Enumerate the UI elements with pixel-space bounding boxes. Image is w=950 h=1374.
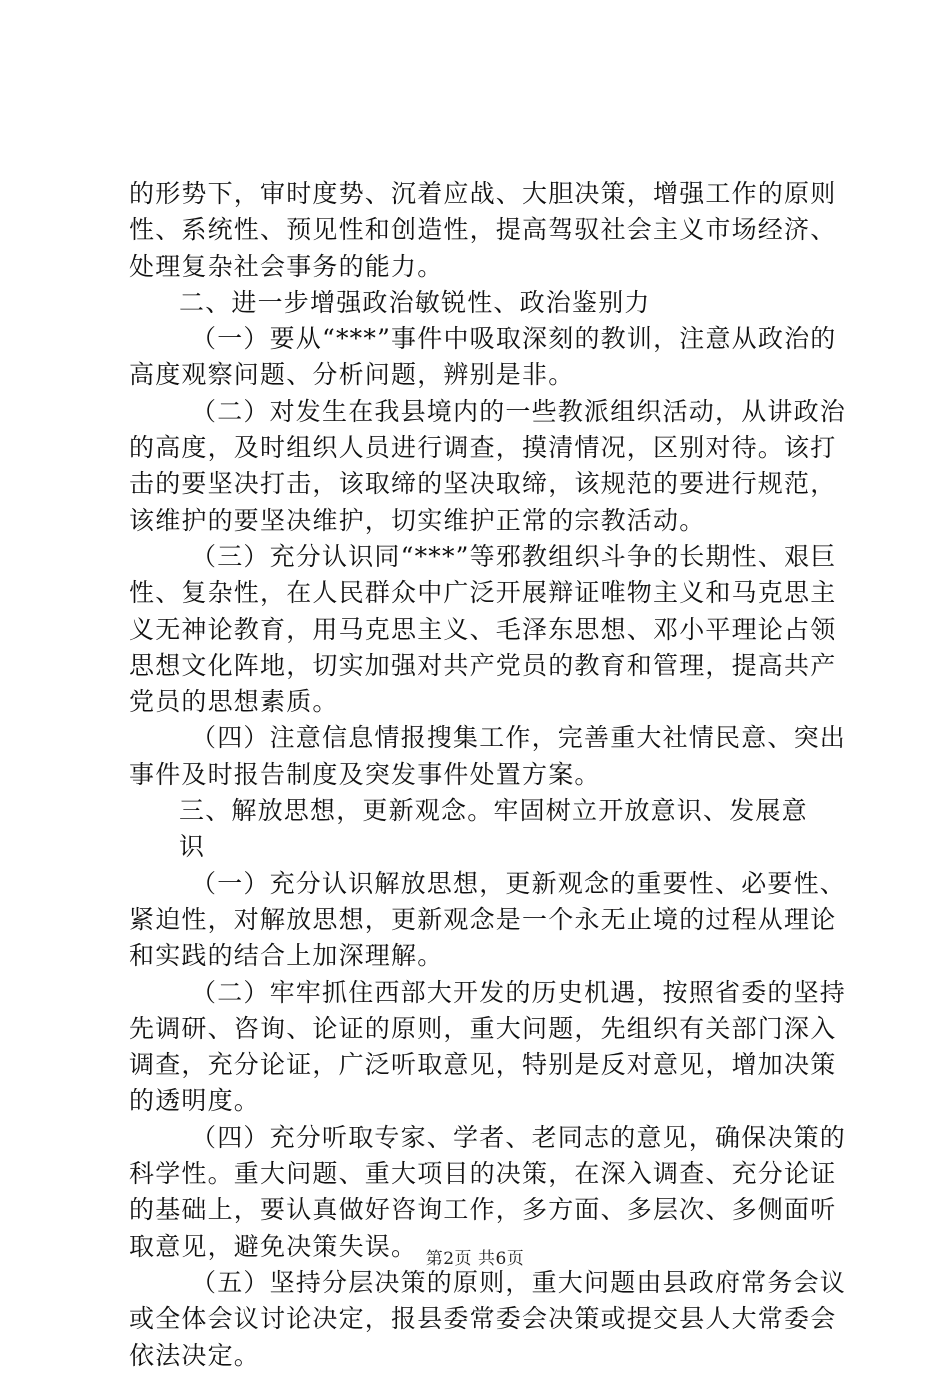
text-line: 的透明度。 xyxy=(129,1086,261,1116)
text-line: （四）充分听取专家、学者、老同志的意见，确保决策的 xyxy=(191,1122,847,1152)
page-number: 第2页 共6页 xyxy=(425,1249,525,1269)
text-line: （二）牢牢抓住西部大开发的历史机遇，按照省委的坚持 xyxy=(191,977,847,1007)
text-line: 科学性。重大问题、重大项目的决策，在深入调查、充分论证 xyxy=(129,1159,837,1189)
text-line: 高度观察问题、分析问题，辨别是非。 xyxy=(129,360,575,390)
text-line: 识 xyxy=(179,832,206,862)
text-line: 取意见，避免决策失误。 xyxy=(129,1231,418,1261)
text-line: 该维护的要坚决维护，切实维护正常的宗教活动。 xyxy=(129,505,706,535)
text-line: 义无神论教育，用马克思主义、毛泽东思想、邓小平理论占领 xyxy=(129,614,837,644)
text-line: 党员的思想素质。 xyxy=(129,687,339,717)
text-line: 思想文化阵地，切实加强对共产党员的教育和管理，提高共产 xyxy=(129,650,837,680)
text-line: （三）充分认识同“***”等邪教组织斗争的长期性、艰巨 xyxy=(191,541,837,571)
section-heading-2: 二、进一步增强政治敏锐性、政治鉴别力 xyxy=(179,287,651,317)
text-line: 调查，充分论证，广泛听取意见，特别是反对意见，增加决策 xyxy=(129,1050,837,1080)
text-line: 的基础上，要认真做好咨询工作，多方面、多层次、多侧面听 xyxy=(129,1195,837,1225)
text-line: 依法决定。 xyxy=(129,1340,261,1370)
text-line: 事件及时报告制度及突发事件处置方案。 xyxy=(129,759,601,789)
text-line: 的高度，及时组织人员进行调查，摸清情况，区别对待。该打 xyxy=(129,433,837,463)
text-line: 的形势下，审时度势、沉着应战、大胆决策，增强工作的原则 xyxy=(129,179,837,208)
text-line: （二）对发生在我县境内的一些教派组织活动，从讲政治 xyxy=(191,396,847,426)
text-line: 击的要坚决打击，该取缔的坚决取缔，该规范的要进行规范， xyxy=(129,469,837,499)
section-heading-3: 三、解放思想，更新观念。牢固树立开放意识、发展意 xyxy=(179,796,808,826)
text-line: 处理复杂社会事务的能力。 xyxy=(129,251,444,281)
text-line: 性、复杂性，在人民群众中广泛开展辩证唯物主义和马克思主 xyxy=(129,578,837,608)
text-line: 先调研、咨询、论证的原则，重大问题，先组织有关部门深入 xyxy=(129,1013,837,1043)
text-line: 紧迫性，对解放思想，更新观念是一个永无止境的过程从理论 xyxy=(129,904,837,934)
text-line: （一）充分认识解放思想，更新观念的重要性、必要性、 xyxy=(191,868,847,898)
text-line: （五）坚持分层决策的原则，重大问题由县政府常务会议 xyxy=(191,1267,847,1297)
text-line: （一）要从“***”事件中吸取深刻的教训，注意从政治的 xyxy=(191,324,837,354)
document-body xyxy=(129,176,847,1374)
text-line: 或全体会议讨论决定，报县委常委会决策或提交县人大常委会 xyxy=(129,1304,837,1334)
text-line: 性、系统性、预见性和创造性，提高驾驭社会主义市场经济、 xyxy=(129,215,837,245)
text-line: 和实践的结合上加深理解。 xyxy=(129,941,444,971)
text-line: （四）注意信息情报搜集工作，完善重大社情民意、突出 xyxy=(191,723,847,753)
